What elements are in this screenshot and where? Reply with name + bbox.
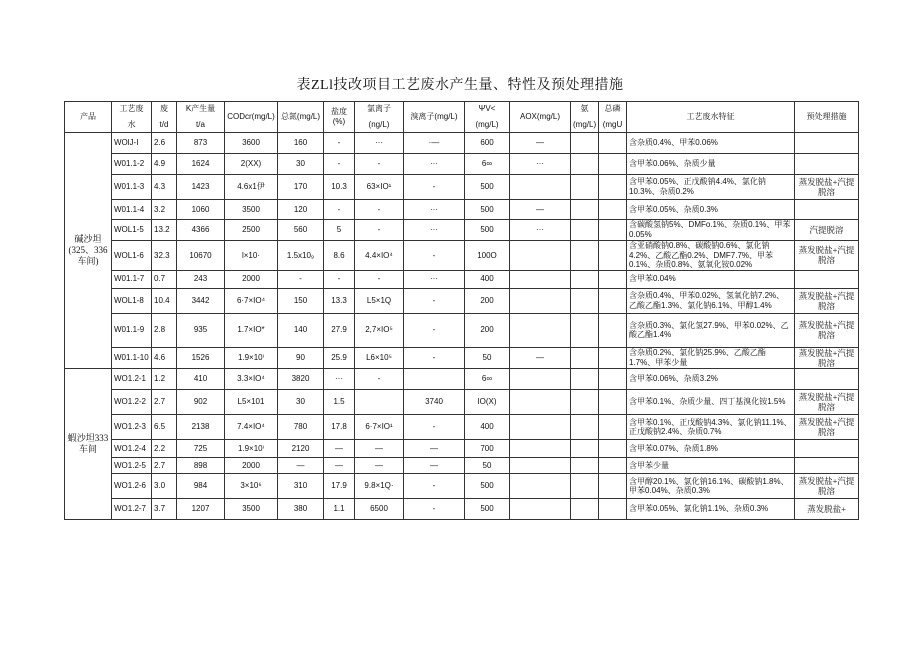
header-bromide: 溴离子(mg/L) [404, 102, 465, 133]
measures-cell: 蒸发脱盐+汽提脱溶 [795, 347, 859, 368]
header-total-phosphorus: 总磷 (mgU [599, 102, 627, 133]
salinity-cell: 25.9 [324, 347, 355, 368]
annual-cell: 1207 [177, 499, 225, 520]
cod-cell: 1.9×10ⁱ [225, 440, 278, 458]
bromide-cell: - [404, 415, 465, 440]
cod-cell: 4.6x1伊 [225, 175, 278, 200]
water-id-cell: WO1.2-4 [112, 440, 152, 458]
aox-cell: — [510, 133, 571, 154]
ammonia-cell [571, 369, 599, 390]
cod-cell: 3500 [225, 499, 278, 520]
aox-cell [510, 474, 571, 499]
chloride-cell: L5×1Q [355, 288, 404, 313]
cod-cell: 1.7×IO* [225, 313, 278, 347]
measures-cell [795, 133, 859, 154]
chloride-cell: 2,7×IO⁵ [355, 313, 404, 347]
daily-cell: 2.8 [152, 313, 177, 347]
annual-cell: 410 [177, 369, 225, 390]
measures-cell: 蒸发脱盐+汽提脱溶 [795, 288, 859, 313]
total-nitrogen-cell: 170 [278, 175, 324, 200]
aox-cell [510, 313, 571, 347]
chloride-cell: — [355, 458, 404, 474]
total-nitrogen-cell: — [278, 458, 324, 474]
annual-cell: 243 [177, 270, 225, 288]
chloride-cell [355, 390, 404, 415]
daily-cell: 3.0 [152, 474, 177, 499]
total-phosphorus-cell [599, 369, 627, 390]
ammonia-cell [571, 458, 599, 474]
bromide-cell: - [404, 288, 465, 313]
total-nitrogen-cell: 780 [278, 415, 324, 440]
total-nitrogen-cell: 2120 [278, 440, 324, 458]
ammonia-cell [571, 133, 599, 154]
v-cell: IO(X) [465, 390, 510, 415]
features-cell: 含亚硝酸钠0.8%、碳酸钠0.6%、氯化钠4.2%、乙酸乙酯0.2%、DMF7.7%、甲苯0.1%、杂质0.8%、氨氧化铵0.02% [627, 241, 795, 271]
salinity-cell: 8.6 [324, 241, 355, 271]
chloride-cell: 9.8×1Q· [355, 474, 404, 499]
header-water-id: 工艺废 水 [112, 102, 152, 133]
v-cell: 500 [465, 200, 510, 220]
daily-cell: 2.6 [152, 133, 177, 154]
cod-cell: 3×10⁶ [225, 474, 278, 499]
features-cell: 含杂质0.2%、氯化钠25.9%、乙酸乙酯1.7%、甲苯少量 [627, 347, 795, 368]
water-id-cell: W01.1-10 [112, 347, 152, 368]
measures-cell [795, 440, 859, 458]
total-phosphorus-cell [599, 175, 627, 200]
annual-cell: 902 [177, 390, 225, 415]
total-nitrogen-cell: - [278, 270, 324, 288]
table-row [65, 270, 859, 288]
ammonia-cell [571, 200, 599, 220]
product-cell: 蝦沙坦333车间 [65, 369, 112, 520]
salinity-cell: — [324, 458, 355, 474]
header-measures: 预处理措施 [795, 102, 859, 133]
header-ammonia: 氨 (mg/L) [571, 102, 599, 133]
total-nitrogen-cell: 560 [278, 220, 324, 241]
table-row [65, 347, 859, 368]
header-features: 工艺废水特征 [627, 102, 795, 133]
v-cell: 6∞ [465, 369, 510, 390]
chloride-cell: - [355, 270, 404, 288]
cod-cell: 2000 [225, 458, 278, 474]
features-cell: 含杂质0.4%、甲苯0.06% [627, 133, 795, 154]
product-cell: 碱沙坦(325、336车间) [65, 133, 112, 369]
chloride-cell: 6500 [355, 499, 404, 520]
daily-cell: 3.7 [152, 499, 177, 520]
aox-cell [510, 175, 571, 200]
header-daily: 废 t/d [152, 102, 177, 133]
aox-cell: ··· [510, 154, 571, 175]
cod-cell: 2000 [225, 270, 278, 288]
measures-cell [795, 200, 859, 220]
total-nitrogen-cell: 140 [278, 313, 324, 347]
daily-cell: 2.7 [152, 458, 177, 474]
annual-cell: 873 [177, 133, 225, 154]
features-cell: 含甲苯0.06%、杂质少量 [627, 154, 795, 175]
bromide-cell: ··· [404, 200, 465, 220]
daily-cell: 4.9 [152, 154, 177, 175]
chloride-cell: 4.4×IO⁴ [355, 241, 404, 271]
total-nitrogen-cell: 160 [278, 133, 324, 154]
total-phosphorus-cell [599, 154, 627, 175]
features-cell: 含甲苯0.04% [627, 270, 795, 288]
salinity-cell: - [324, 154, 355, 175]
features-cell: 含甲苯0.1%、正戊酸钠4.3%、氯化钠11.1%、正戊酸钠2.4%、杂质0.7% [627, 415, 795, 440]
ammonia-cell [571, 241, 599, 271]
annual-cell: 1060 [177, 200, 225, 220]
chloride-cell: 63×IO¹ [355, 175, 404, 200]
ammonia-cell [571, 220, 599, 241]
table-row [65, 499, 859, 520]
cod-cell: 3.3×IO⁴ [225, 369, 278, 390]
measures-cell: 蒸发脱盐+汽提脱溶 [795, 241, 859, 271]
water-id-cell: WOL1-8 [112, 288, 152, 313]
ammonia-cell [571, 474, 599, 499]
water-id-cell: WO1.2-7 [112, 499, 152, 520]
annual-cell: 1624 [177, 154, 225, 175]
header-salinity: 盐度(%) [324, 102, 355, 133]
features-cell: 含甲苯少量 [627, 458, 795, 474]
bromide-cell: - [404, 499, 465, 520]
measures-cell [795, 154, 859, 175]
total-phosphorus-cell [599, 415, 627, 440]
total-nitrogen-cell: 1.5x10₉ [278, 241, 324, 271]
total-phosphorus-cell [599, 288, 627, 313]
bromide-cell: ··· [404, 220, 465, 241]
salinity-cell: 27.9 [324, 313, 355, 347]
table-row [65, 200, 859, 220]
water-id-cell: WOL1-6 [112, 241, 152, 271]
total-phosphorus-cell [599, 220, 627, 241]
ammonia-cell [571, 288, 599, 313]
bromide-cell: ··· [404, 154, 465, 175]
annual-cell: 935 [177, 313, 225, 347]
aox-cell: ··· [510, 220, 571, 241]
total-phosphorus-cell [599, 241, 627, 271]
v-cell: 100O [465, 241, 510, 271]
v-cell: 200 [465, 313, 510, 347]
water-id-cell: WO1.2-6 [112, 474, 152, 499]
chloride-cell: - [355, 154, 404, 175]
salinity-cell: 1.5 [324, 390, 355, 415]
cod-cell: 1.9×10ⁱ [225, 347, 278, 368]
daily-cell: 32.3 [152, 241, 177, 271]
total-phosphorus-cell [599, 474, 627, 499]
ammonia-cell [571, 499, 599, 520]
total-nitrogen-cell: 310 [278, 474, 324, 499]
v-cell: 6∞ [465, 154, 510, 175]
v-cell: 400 [465, 270, 510, 288]
bromide-cell: - [404, 241, 465, 271]
bromide-cell: — [404, 458, 465, 474]
chloride-cell: - [355, 200, 404, 220]
daily-cell: 1.2 [152, 369, 177, 390]
water-id-cell: W01.1-9 [112, 313, 152, 347]
annual-cell: 10670 [177, 241, 225, 271]
ammonia-cell [571, 270, 599, 288]
header-v: ΨV< (mg/L) [465, 102, 510, 133]
salinity-cell: 13.3 [324, 288, 355, 313]
daily-cell: 2.2 [152, 440, 177, 458]
water-id-cell: WO1.2-3 [112, 415, 152, 440]
daily-cell: 4.3 [152, 175, 177, 200]
measures-cell [795, 458, 859, 474]
features-cell: 含碳酸氢钠5%、DMFo.1%、杂质0.1%、甲苯0.05% [627, 220, 795, 241]
v-cell: 500 [465, 175, 510, 200]
table-row [65, 415, 859, 440]
header-cod: CODcr(mg/L) [225, 102, 278, 133]
aox-cell [510, 390, 571, 415]
bromide-cell: 3740 [404, 390, 465, 415]
salinity-cell: 1.1 [324, 499, 355, 520]
daily-cell: 10.4 [152, 288, 177, 313]
annual-cell: 984 [177, 474, 225, 499]
daily-cell: 13.2 [152, 220, 177, 241]
total-phosphorus-cell [599, 440, 627, 458]
table-row [65, 390, 859, 415]
table-row [65, 288, 859, 313]
bromide-cell: - [404, 347, 465, 368]
water-id-cell: WO1.2-5 [112, 458, 152, 474]
v-cell: 500 [465, 474, 510, 499]
header-aox: AOX(mg/L) [510, 102, 571, 133]
salinity-cell: 10.3 [324, 175, 355, 200]
total-phosphorus-cell [599, 270, 627, 288]
ammonia-cell [571, 313, 599, 347]
aox-cell [510, 270, 571, 288]
features-cell: 含甲苯0.1%、杂质少量、四丁基溴化铵1.5% [627, 390, 795, 415]
total-phosphorus-cell [599, 499, 627, 520]
salinity-cell: 5 [324, 220, 355, 241]
total-phosphorus-cell [599, 133, 627, 154]
total-nitrogen-cell: 150 [278, 288, 324, 313]
wastewater-table [64, 101, 859, 520]
v-cell: 700 [465, 440, 510, 458]
salinity-cell: — [324, 440, 355, 458]
total-phosphorus-cell [599, 390, 627, 415]
header-chloride: 氯离子 (ng/L) [355, 102, 404, 133]
aox-cell [510, 288, 571, 313]
chloride-cell: — [355, 440, 404, 458]
header-annual: K产生量 t/a [177, 102, 225, 133]
salinity-cell: - [324, 270, 355, 288]
v-cell: 500 [465, 499, 510, 520]
v-cell: 600 [465, 133, 510, 154]
table-row [65, 313, 859, 347]
features-cell: 含甲醇20.1%、氯化钠16.1%、碳酸钠1.8%、甲苯0.04%、杂质0.3% [627, 474, 795, 499]
measures-cell: 蒸发脱盐+汽提脱溶 [795, 313, 859, 347]
total-nitrogen-cell: 3820 [278, 369, 324, 390]
table-title: 表ZLl技改项目工艺废水产生量、特性及预处理措施 [296, 78, 624, 93]
ammonia-cell [571, 347, 599, 368]
aox-cell: — [510, 200, 571, 220]
water-id-cell: WOL1-5 [112, 220, 152, 241]
annual-cell: 2138 [177, 415, 225, 440]
features-cell: 含甲苯0.07%、杂质1.8% [627, 440, 795, 458]
features-cell: 含杂质0.3%、氯化氢27.9%、甲苯0.02%、乙酸乙酯1.4% [627, 313, 795, 347]
measures-cell: 汽提脱溶 [795, 220, 859, 241]
bromide-cell: - [404, 175, 465, 200]
annual-cell: 1526 [177, 347, 225, 368]
annual-cell: 3442 [177, 288, 225, 313]
total-phosphorus-cell [599, 458, 627, 474]
table-row [65, 175, 859, 200]
cod-cell: 2(XX) [225, 154, 278, 175]
aox-cell [510, 415, 571, 440]
chloride-cell: L6×10⁵ [355, 347, 404, 368]
water-id-cell: W01.1-4 [112, 200, 152, 220]
annual-cell: 725 [177, 440, 225, 458]
measures-cell [795, 369, 859, 390]
total-nitrogen-cell: 120 [278, 200, 324, 220]
bromide-cell: - [404, 313, 465, 347]
ammonia-cell [571, 154, 599, 175]
table-body [65, 133, 859, 520]
header-row [65, 102, 859, 133]
total-nitrogen-cell: 380 [278, 499, 324, 520]
daily-cell: 6.5 [152, 415, 177, 440]
measures-cell: 蒸发脱盐+汽提脱溶 [795, 390, 859, 415]
daily-cell: 2.7 [152, 390, 177, 415]
water-id-cell: W01.1-2 [112, 154, 152, 175]
daily-cell: 3.2 [152, 200, 177, 220]
v-cell: 500 [465, 220, 510, 241]
table-row [65, 133, 859, 154]
features-cell: 含甲苯0.05%、正戊酸钠4.4%、氯化钠10.3%、杂质0.2% [627, 175, 795, 200]
bromide-cell: ··· [404, 270, 465, 288]
salinity-cell: - [324, 133, 355, 154]
chloride-cell: 6·7×IO¹ [355, 415, 404, 440]
v-cell: 50 [465, 347, 510, 368]
table-row [65, 369, 859, 390]
bromide-cell: - [404, 474, 465, 499]
header-total-nitrogen: 总氮(mg/L) [278, 102, 324, 133]
total-phosphorus-cell [599, 200, 627, 220]
water-id-cell: WO1.2-1 [112, 369, 152, 390]
cod-cell: 3500 [225, 200, 278, 220]
total-nitrogen-cell: 90 [278, 347, 324, 368]
ammonia-cell [571, 440, 599, 458]
measures-cell [795, 270, 859, 288]
total-nitrogen-cell: 30 [278, 154, 324, 175]
table-row [65, 440, 859, 458]
annual-cell: 1423 [177, 175, 225, 200]
daily-cell: 4.6 [152, 347, 177, 368]
total-phosphorus-cell [599, 313, 627, 347]
salinity-cell: 17.8 [324, 415, 355, 440]
v-cell: 400 [465, 415, 510, 440]
bromide-cell: — [404, 440, 465, 458]
total-nitrogen-cell: 30 [278, 390, 324, 415]
chloride-cell: - [355, 369, 404, 390]
cod-cell: 7.4×IO⁴ [225, 415, 278, 440]
features-cell: 含甲苯0.05%、氯化钠1.1%、杂质0.3% [627, 499, 795, 520]
aox-cell [510, 499, 571, 520]
chloride-cell: ··· [355, 133, 404, 154]
measures-cell: 蒸发脱盐+汽提脱溶 [795, 175, 859, 200]
salinity-cell: 17.9 [324, 474, 355, 499]
cod-cell: 2500 [225, 220, 278, 241]
measures-cell: 蒸发脱盐+ [795, 499, 859, 520]
salinity-cell: ··· [324, 369, 355, 390]
aox-cell [510, 440, 571, 458]
ammonia-cell [571, 415, 599, 440]
chloride-cell: - [355, 220, 404, 241]
water-id-cell: WO1.2-2 [112, 390, 152, 415]
table-row [65, 220, 859, 241]
bromide-cell [404, 369, 465, 390]
aox-cell: — [510, 347, 571, 368]
water-id-cell: W01.1-3 [112, 175, 152, 200]
table-row [65, 241, 859, 271]
cod-cell: 3600 [225, 133, 278, 154]
annual-cell: 898 [177, 458, 225, 474]
aox-cell [510, 458, 571, 474]
table-row [65, 154, 859, 175]
features-cell: 含杂质0.4%、甲苯0.02%、氢氧化钠7.2%、乙酸乙酯1.3%、氯化钠6.1%、甲醇1.4% [627, 288, 795, 313]
v-cell: 200 [465, 288, 510, 313]
aox-cell [510, 241, 571, 271]
v-cell: 50 [465, 458, 510, 474]
features-cell: 含甲苯0.05%、杂质0.3% [627, 200, 795, 220]
salinity-cell: - [324, 200, 355, 220]
daily-cell: 0.7 [152, 270, 177, 288]
ammonia-cell [571, 175, 599, 200]
annual-cell: 4366 [177, 220, 225, 241]
measures-cell: 蒸发脱盐+汽提脱溶 [795, 474, 859, 499]
water-id-cell: WOlJ-I [112, 133, 152, 154]
table-row [65, 474, 859, 499]
table-row [65, 458, 859, 474]
aox-cell [510, 369, 571, 390]
cod-cell: 6·7×IO⁴ [225, 288, 278, 313]
total-phosphorus-cell [599, 347, 627, 368]
features-cell: 含甲苯0.06%、杂质3.2% [627, 369, 795, 390]
water-id-cell: W01.1-7 [112, 270, 152, 288]
cod-cell: l×10· [225, 241, 278, 271]
cod-cell: L5×101 [225, 390, 278, 415]
bromide-cell: ·— [404, 133, 465, 154]
measures-cell: 蒸发脱盐+汽提脱溶 [795, 415, 859, 440]
header-product: 产品 [65, 102, 112, 133]
ammonia-cell [571, 390, 599, 415]
